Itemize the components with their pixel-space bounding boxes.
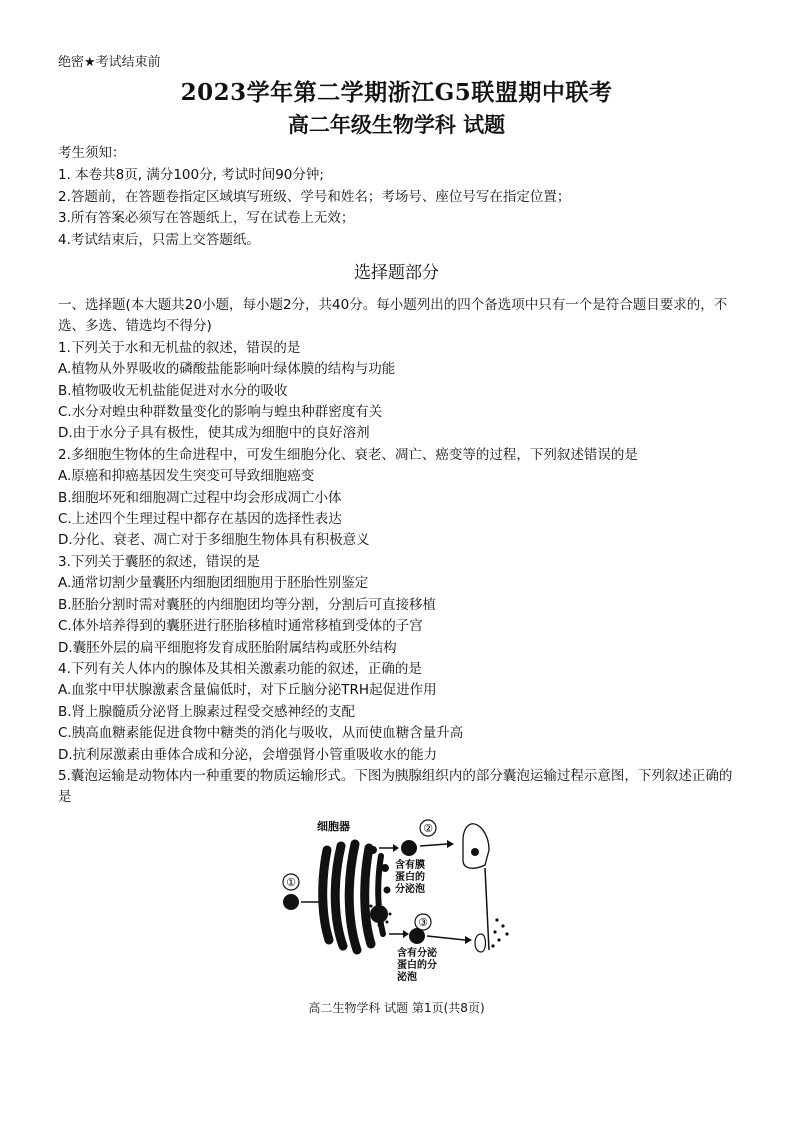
notice-item: 1. 本卷共8页, 满分100分, 考试时间90分钟;: [58, 166, 324, 183]
vesicle-3-text-line: 含有分泌: [397, 948, 437, 959]
cell-membrane: [485, 868, 489, 950]
question-option: B.植物吸收无机盐能促进对水分的吸收: [58, 382, 288, 399]
confidential-mark: 绝密★考试结束前: [58, 55, 161, 70]
question-option: C.上述四个生理过程中都存在基因的选择性表达: [58, 511, 342, 528]
label-3: ③: [418, 916, 428, 929]
vesicle-2-text-line: 分泌泡: [395, 884, 425, 895]
membrane-protein: [471, 848, 479, 856]
question-option: C.体外培养得到的囊胚进行胚胎移植时通常移植到受体的子宫: [58, 618, 423, 635]
question-option: A.原癌和抑癌基因发生突变可导致细胞癌变: [58, 468, 315, 485]
label-1: ①: [286, 876, 296, 889]
question-stem: 4.下列有关人体内的腺体及其相关激素功能的叙述，正确的是: [58, 660, 422, 677]
question-stem: 2.多细胞生物体的生命进程中，可发生细胞分化、衰老、凋亡、癌变等的过程，下列叙述错误的是: [58, 446, 638, 463]
vesicle-2-text-line: 蛋白的: [395, 872, 425, 883]
question-option: A.血浆中甲状腺激素含量偏低时，对下丘脑分泌TRH起促进作用: [58, 682, 437, 699]
question-option: D.由于水分子具有极性，使其成为细胞中的良好溶剂: [58, 425, 370, 442]
question-option: C.胰高血糖素能促进食物中糖类的消化与吸收，从而使血糖含量升高: [58, 725, 464, 742]
notice-item: 2.答题前，在答题卷指定区域填写班级、学号和姓名；考场号、座位号写在指定位置；: [58, 188, 571, 205]
organelle-label: 细胞器: [317, 820, 350, 833]
question-option: C.水分对蝗虫种群数量变化的影响与蝗虫种群密度有关: [58, 404, 383, 421]
question-stem: 3.下列关于囊胚的叙述，错误的是: [58, 553, 260, 570]
label-2: ②: [423, 822, 433, 835]
notice-item: 3.所有答案必须写在答题纸上，写在试卷上无效；: [58, 210, 355, 227]
question-option: D.分化、衰老、凋亡对于多细胞生物体具有积极意义: [58, 532, 370, 549]
questions-body: [58, 295, 738, 809]
golgi-apparatus: [323, 844, 383, 950]
arrow-2b-head: [447, 840, 454, 848]
question-option: B.肾上腺髓质分泌肾上腺素过程受交感神经的支配: [58, 703, 356, 720]
golgi-bud: [369, 846, 377, 854]
arrow-2-head: [393, 844, 399, 852]
golgi-bud-large: [370, 905, 388, 923]
diagram-svg: [275, 810, 525, 990]
question-stem: 1.下列关于水和无机盐的叙述，错误的是: [58, 339, 301, 356]
vesicle-2: [401, 840, 417, 856]
notice-item: 4.考试结束后，只需上交答题纸。: [58, 232, 260, 249]
vesicle-1: [283, 894, 299, 910]
question-option: A.植物从外界吸收的磷酸盐能影响叶绿体膜的结构与功能: [58, 361, 396, 378]
candidate-notice: [58, 143, 570, 252]
exam-subtitle: 高二年级生物学科 试题: [287, 112, 506, 137]
vesicle-2-text-line: 含有膜: [395, 860, 425, 871]
question-option: A.通常切割少量囊胚内细胞团细胞用于胚胎性别鉴定: [58, 575, 369, 592]
secreted-protein-dots: [491, 918, 508, 947]
page-footer: 高二生物学科 试题 第1页(共8页): [308, 1001, 485, 1015]
vesicle-3: [409, 928, 425, 944]
question-stem: 5.囊泡运输是动物体内一种重要的物质运输形式。下图为胰腺组织内的部分囊泡运输过程示意图，下列叙述正确的是: [58, 767, 733, 806]
question-option: B.细胞坏死和细胞凋亡过程中均会形成凋亡小体: [58, 489, 342, 506]
notice-heading: 考生须知：: [58, 145, 126, 161]
section-title: 选择题部分: [354, 263, 439, 283]
membrane-fusion-top: [463, 824, 489, 869]
exocytosis-pocket: [475, 934, 486, 952]
arrow-3-head: [403, 930, 409, 938]
vesicle-transport-diagram: [275, 810, 525, 990]
vesicle-3-text-line: 泌泡: [397, 972, 417, 983]
question-option: D.抗利尿激素由垂体合成和分泌，会增强肾小管重吸收水的能力: [58, 746, 438, 763]
section-instructions: 一、选择题(本大题共20小题，每小题2分，共40分。每小题列出的四个备选项中只有一个是符合题目要求的，不选、多选、错选均不得分): [58, 297, 728, 335]
question-option: B.胚胎分割时需对囊胚的内细胞团均等分割，分割后可直接移植: [58, 596, 437, 613]
question-option: D.囊胚外层的扁平细胞将发育成胚胎附属结构或胚外结构: [58, 639, 397, 656]
vesicle-3-text-line: 蛋白的分: [397, 960, 437, 971]
exam-title: 2023学年第二学期浙江G5联盟期中联考: [180, 79, 613, 106]
golgi-bud: [384, 887, 391, 894]
arrow-3b-line: [427, 936, 465, 940]
arrow-3b-head: [465, 936, 472, 944]
golgi-bud: [381, 864, 389, 872]
arrow-2b-line: [420, 844, 447, 846]
